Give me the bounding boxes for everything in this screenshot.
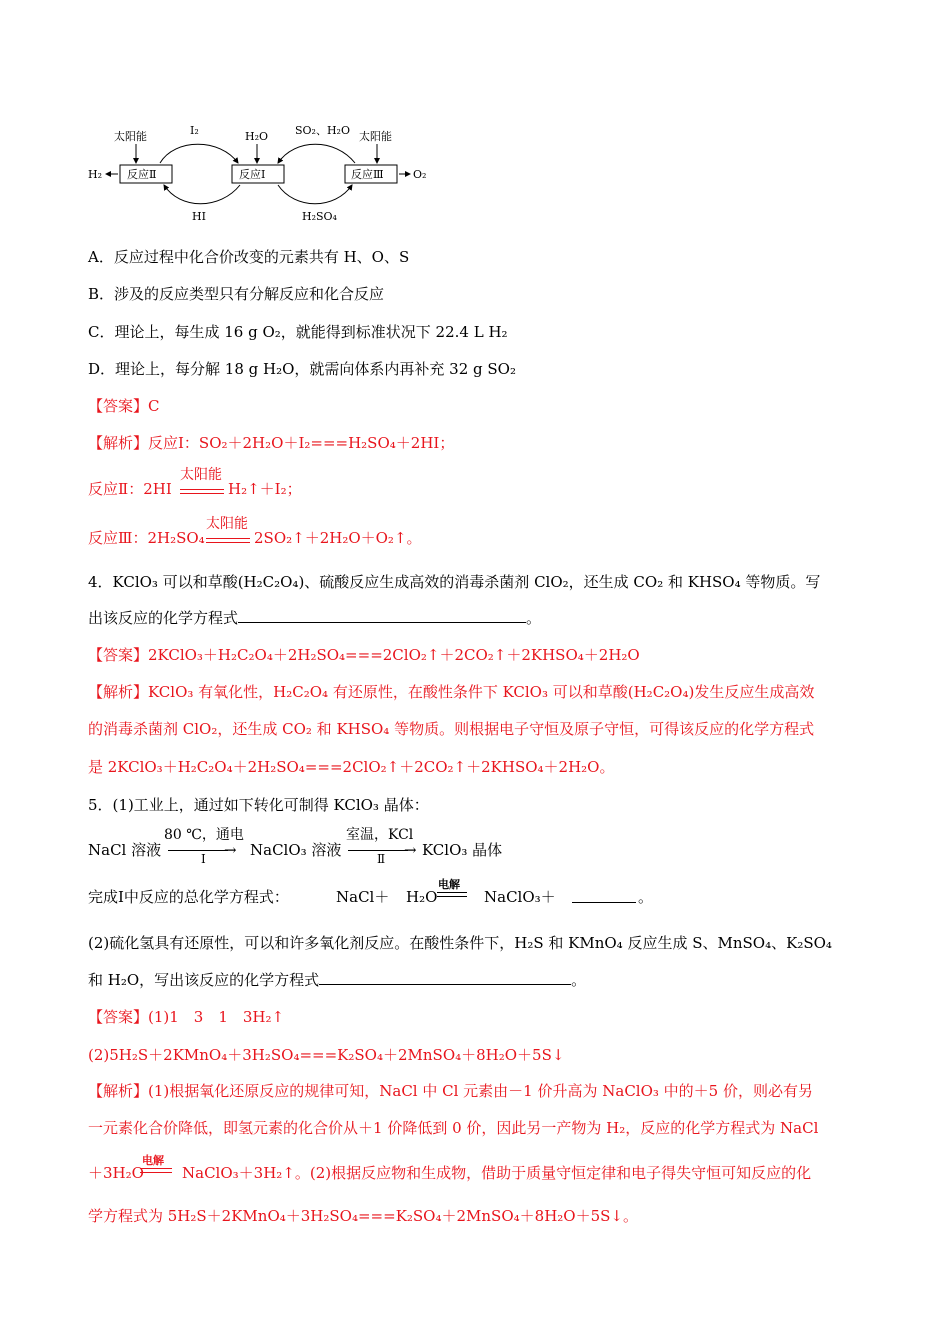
- flow-condition-2: 室温，KCl: [346, 827, 414, 843]
- q5-part2-text: 和 H₂O，写出该反应的化学方程式: [88, 971, 320, 989]
- q5-answer-1: 【答案】(1)1 3 1 3H₂↑: [88, 1008, 285, 1026]
- option-d: D．理论上，每分解 18 g H₂O，就需向体系内再补充 32 g SO₂: [88, 360, 516, 378]
- q3-answer: 【答案】C: [88, 397, 160, 415]
- reaction-2-condition: 太阳能: [180, 467, 222, 483]
- reaction-2-equal-sign: [180, 489, 224, 494]
- q5-explanation-4: 学方程式为 5H₂S＋2KMnO₄＋3H₂SO₄===K₂SO₄＋2MnSO₄＋8H₂O＋5S↓。: [88, 1207, 638, 1225]
- q5-explanation-3: [88, 1152, 878, 1186]
- flow-arrow-1: [168, 850, 228, 851]
- eq-blank: [572, 888, 636, 903]
- eq-end: 。: [638, 888, 654, 906]
- q5-explanation-2: 一元素化合价降低，即氢元素的化合价从＋1 价降低到 0 价，因此另一产物为 H₂，反应的化学方程式为 NaCl: [88, 1119, 819, 1137]
- flow-end: KClO₃ 晶体: [422, 841, 503, 859]
- solar-left-label: 太阳能: [114, 130, 147, 143]
- flow-start: NaCl 溶液: [88, 841, 162, 859]
- q3-explanation-1: 【解析】反应Ⅰ：SO₂＋2H₂O＋I₂===H₂SO₄＋2HI；: [88, 434, 455, 452]
- reaction-3-left: 反应Ⅲ：2H₂SO₄: [88, 529, 205, 547]
- flow-step-1: Ⅰ: [201, 852, 206, 866]
- h2o-input-label: H₂O: [245, 130, 269, 143]
- flow-arrowhead-2: →: [404, 841, 417, 859]
- reaction-cycle-diagram: [80, 118, 440, 226]
- exp3-equal-sign: [140, 1168, 172, 1173]
- q4-explanation-2: 的消毒杀菌剂 ClO₂，还生成 CO₂ 和 KHSO₄ 等物质。则根据电子守恒及原子守恒，可得该反应的化学方程式: [88, 720, 815, 738]
- q5-explanation-1: 【解析】(1)根据氧化还原反应的规律可知，NaCl 中 Cl 元素由－1 价升高为 NaClO₃ 中的＋5 价，则必有另: [88, 1082, 813, 1100]
- eq-equal-sign: [437, 892, 467, 897]
- q5-part2-1: (2)硫化氢具有还原性，可以和许多氧化剂反应。在酸性条件下，H₂S 和 KMnO₄ 反应生成 S、MnSO₄、K₂SO₄: [88, 934, 832, 952]
- reaction-3-label: 反应Ⅲ: [351, 168, 384, 181]
- reaction-2-left: 反应Ⅱ：2HI: [88, 480, 172, 498]
- reaction-3-right: 2SO₂↑＋2H₂O＋O₂↑。: [254, 529, 422, 547]
- q5-answer-2: (2)5H₂S＋2KMnO₄＋3H₂SO₄===K₂SO₄＋2MnSO₄＋8H₂O＋5S↓: [88, 1046, 565, 1064]
- o2-output-label: O₂: [413, 168, 427, 181]
- reaction-2-label: 反应Ⅱ: [127, 168, 157, 181]
- q5-answer-blank: [319, 970, 571, 985]
- q4-explanation-3: 是 2KClO₃＋H₂C₂O₄＋2H₂SO₄===2ClO₂↑＋2CO₂↑＋2KHSO₄＋2H₂O。: [88, 758, 615, 776]
- q5-part1: 5．(1)工业上，通过如下转化可制得 KClO₃ 晶体：: [88, 796, 429, 814]
- q4-explanation-1: 【解析】KClO₃ 有氧化性，H₂C₂O₄ 有还原性，在酸性条件下 KClO₃ 可以和草酸(H₂C₂O₄)发生反应生成高效: [88, 683, 815, 701]
- eq-h2o: H₂O: [406, 888, 438, 906]
- option-c: C．理论上，每生成 16 g O₂，就能得到标准状况下 22.4 L H₂: [88, 323, 508, 341]
- exp3-condition: 电解: [142, 1154, 164, 1167]
- option-a: A．反应过程中化合价改变的元素共有 H、O、S: [88, 248, 410, 266]
- eq-nacl: NaCl＋: [336, 888, 390, 906]
- reaction-3-condition: 太阳能: [206, 516, 248, 532]
- eq-condition: 电解: [438, 878, 460, 891]
- flow-mid: NaClO₃ 溶液: [250, 841, 342, 859]
- flow-arrowhead-1: →: [224, 841, 237, 859]
- q3-explanation-2: [88, 466, 488, 506]
- q5-flow: [88, 824, 688, 868]
- reaction-2-right: H₂↑＋I₂；: [228, 480, 302, 498]
- q4-question-2: [88, 608, 541, 628]
- q5-part2-2: [88, 970, 586, 990]
- q5-part2-end: 。: [571, 971, 587, 989]
- reaction-3-equal-sign: [206, 538, 250, 543]
- i2-label: I₂: [190, 124, 199, 137]
- complete-prefix: 完成Ⅰ中反应的总化学方程式：: [88, 888, 289, 906]
- solar-right-label: 太阳能: [359, 130, 392, 143]
- q5-complete-equation: [88, 876, 788, 910]
- q4-question-1: 4．KClO₃ 可以和草酸(H₂C₂O₄)、硫酸反应生成高效的消毒杀菌剂 ClO₂，还生成 CO₂ 和 KHSO₄ 等物质。写: [88, 573, 821, 591]
- exp3-right: NaClO₃＋3H₂↑。(2)根据反应物和生成物，借助于质量守恒定律和电子得失守恒可知反应的化: [182, 1164, 812, 1182]
- so2-h2o-label: SO₂、H₂O: [295, 124, 350, 137]
- h2so4-label: H₂SO₄: [302, 210, 337, 223]
- hi-label: HI: [192, 210, 206, 223]
- option-b: B．涉及的反应类型只有分解反应和化合反应: [88, 285, 385, 303]
- flow-step-2: Ⅱ: [377, 852, 386, 866]
- reaction-1-label: 反应Ⅰ: [239, 168, 266, 181]
- q4-answer: 【答案】2KClO₃＋H₂C₂O₄＋2H₂SO₄===2ClO₂↑＋2CO₂↑＋2KHSO₄＋2H₂O: [88, 646, 640, 664]
- h2-output-label: H₂: [88, 168, 103, 181]
- q3-explanation-3: [88, 515, 588, 555]
- flow-condition-1: 80 ℃，通电: [164, 827, 244, 843]
- eq-naclo3: NaClO₃＋: [484, 888, 556, 906]
- q4-question-end: 。: [526, 609, 542, 627]
- q4-answer-blank: [238, 608, 526, 623]
- q4-question-text: 出该反应的化学方程式: [88, 609, 239, 627]
- exp3-left: ＋3H₂O: [88, 1164, 144, 1182]
